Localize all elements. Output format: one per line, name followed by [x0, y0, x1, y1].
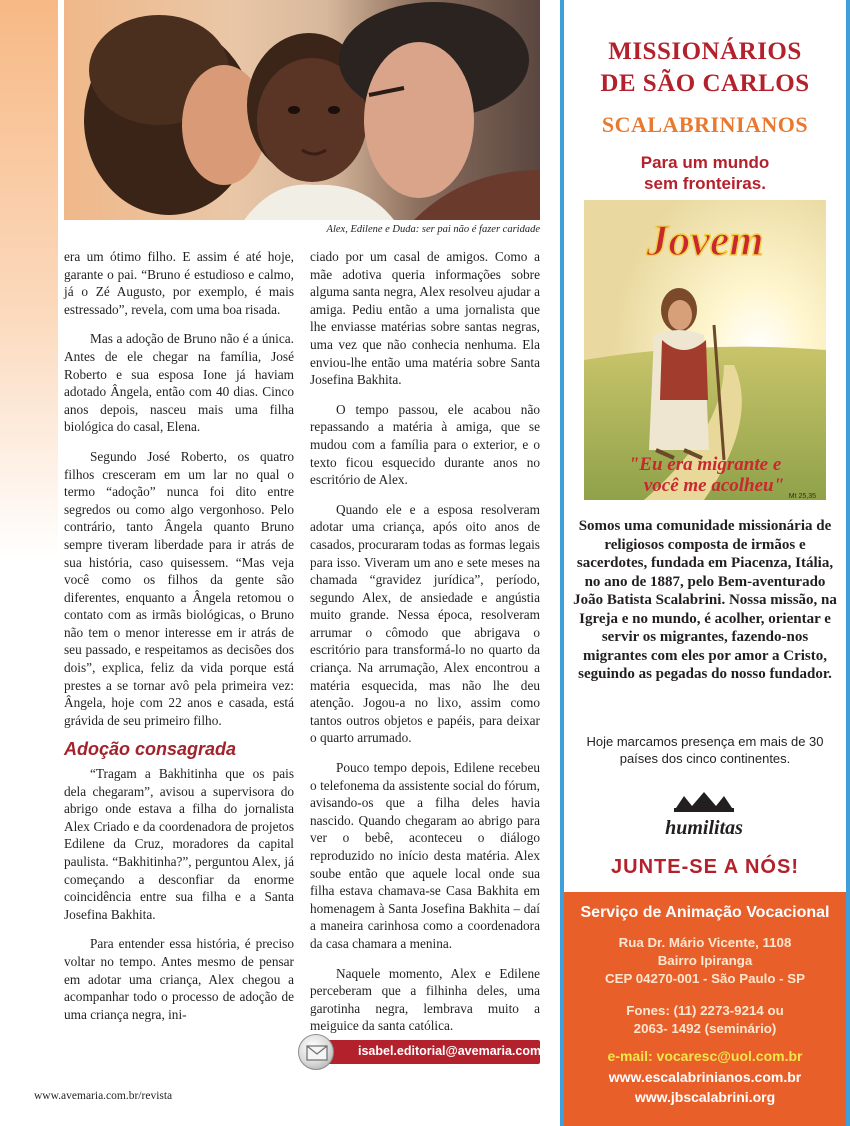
- website-link-1[interactable]: www.escalabrinianos.com.br: [608, 1069, 802, 1085]
- humilitas-logo: [654, 786, 754, 846]
- article-column-right: [310, 248, 540, 1047]
- paragraph: Pouco tempo depois, Edilene recebeu o telefonema da assistente social do fórum, avisando-os que a filha deles havia nascido. Quando chegaram ao abrigo para ver o bebê, aconteceu o diálogo reproduzido no início desta matéria. Alex soube então que aquele local onde sua filha estava chamava-se Casa Bakhita em homenagem à Santa Josefina Bakhita – daí a maneira carinhosa como a coordenadora da casa chamara a menina.: [310, 760, 540, 951]
- ad-slogan: [564, 152, 846, 194]
- paragraph: Mas a adoção de Bruno não é a única. Antes de ele chegar na família, José Roberto e sua esposa Ione já haviam adotado Ângela, então com 40 dias. Cinco anos depois, nasceu mais uma filha biológica do casal, Elena.: [64, 331, 294, 435]
- ad-title-line-2: DE SÃO CARLOS: [600, 70, 810, 97]
- poster-title: Jovem: [646, 216, 764, 265]
- poster-quote-line-1: "Eu era migrante e: [628, 454, 782, 475]
- join-us-heading: JUNTE-SE A NÓS!: [611, 856, 799, 878]
- phone-line-2: 2063- 1492 (seminário): [633, 1021, 777, 1036]
- address-line-3: CEP 04270-001 - São Paulo - SP: [604, 971, 806, 986]
- phones: [564, 1002, 846, 1038]
- contact-email-link[interactable]: e-mail: vocaresc@uol.com.br: [607, 1048, 803, 1064]
- footer-url[interactable]: www.avemaria.com.br/revista: [34, 1090, 173, 1102]
- ad-description: Somos uma comunidade missionária de religiosos composta de irmãos e sacerdotes, fundada em Piacenza, Itália, no ano de 1887, pelo Bem-aventurado João Batista Scalabrini. Nossa missão, na Igreja e no mundo, é acolher, orientar e servir os migrantes, fazendo-nos migrantes com eles por amor a Cristo, seguindo as pegadas do nosso fundador.: [573, 518, 837, 682]
- article-column-left: [64, 248, 294, 1035]
- paragraph: Quando ele e a esposa resolveram adotar uma criança, após oito anos de casados, procuraram todas as formas legais para isso. Viveram um ano e sete meses na chamada “gravidez jurídica”, período, segundo Alex, de ansiedade e angústia muito grande. Nessa época, resolveram arrumar o cômodo que abrigava o escritório para transformá-lo no quarto da criança. Na arrumação, Alex encontrou a matéria esquecida, mas não lhe deu atenção. Jogou-a no lixo, assim como tantos outros objetos e papéis, para deixar o quarto arrumado.: [310, 501, 540, 746]
- phone-line-1: Fones: (11) 2273-9214 ou: [626, 1003, 784, 1018]
- address-line-2: Bairro Ipiranga: [657, 953, 753, 968]
- address: [564, 934, 846, 988]
- jovem-poster: [584, 200, 826, 500]
- section-heading: Adoção consagrada: [64, 739, 237, 760]
- paragraph: ciado por um casal de amigos. Como a mãe adotiva queria informações sobre alguma santa negra, Alex resolveu ajudar a amiga. Pediu então a uma jornalista que lhe enviasse matérias sobre santas negras, uma vez que não conhecia nenhuma. Ela enviou-lhe então uma matéria sobre Santa Josefina Bakhita.: [310, 249, 540, 388]
- ad-presence: Hoje marcamos presença em mais de 30 países dos cinco continentes.: [586, 734, 824, 766]
- family-photo: [64, 0, 540, 220]
- ad-slogan-line-2: sem fronteiras.: [644, 174, 766, 193]
- paragraph: O tempo passou, ele acabou não repassando a matéria à amiga, que se mudou com a família para o exterior, e o texto ficou esquecido durante anos no escritório de Alex.: [310, 401, 540, 488]
- humilitas-logo-text: humilitas: [665, 817, 743, 839]
- poster-reference: Mt 25,35: [788, 493, 816, 500]
- website-link-2[interactable]: www.jbscalabrini.org: [634, 1089, 776, 1105]
- ad-panel: [564, 0, 846, 1126]
- author-email-link[interactable]: isabel.editorial@avemaria.com.br: [358, 1044, 558, 1058]
- address-line-1: Rua Dr. Mário Vicente, 1108: [618, 935, 792, 950]
- poster-quote-line-2: você me acolheu": [643, 475, 785, 496]
- paragraph: Naquele momento, Alex e Edilene perceberam que a filhinha deles, uma garotinha negra, lembrava muito a meiguice da santa católica.: [310, 965, 540, 1034]
- envelope-icon: [298, 1034, 334, 1070]
- photo-caption: Alex, Edilene e Duda: ser pai não é fazer caridade: [326, 224, 540, 235]
- paragraph: era um ótimo filho. E assim é até hoje, garante o pai. “Bruno é estudioso e calmo, já o Zé Augusto, por exemplo, é mais estressado”, revela, com uma boa risada.: [64, 249, 294, 317]
- advertisement: [560, 0, 850, 1126]
- ad-title-line-1: MISSIONÁRIOS: [608, 38, 802, 65]
- paragraph: Para entender essa história, é preciso voltar no tempo. Antes mesmo de pensar em adotar uma criança, Alex chegou a acompanhar todo o processo de adoção de uma criança negra, ini-: [64, 936, 294, 1022]
- ad-title-line-3: SCALABRINIANOS: [601, 112, 809, 137]
- left-gradient-strip: [0, 0, 58, 560]
- ad-slogan-line-1: Para um mundo: [640, 153, 770, 172]
- service-title: Serviço de Animação Vocacional: [580, 904, 830, 921]
- paragraph: “Tragam a Bakhitinha que os pais dela chegaram”, avisou a supervisora do abrigo onde estava a filha do jornalista Alex Criado e da coordenadora de projetos Edilene da Cruz, moradores da capital paulista. “Bakhitinha?”, perguntou Alex, já começando a desconfiar da enorme coincidência entre sua filha e a Santa Josefina Bakhita.: [64, 766, 294, 922]
- paragraph: Segundo José Roberto, os quatro filhos cresceram em um lar no qual o termo “adoção” nunca foi dito entre segredos ou como algo vergonhoso. Pelo contrário, tanto Ângela quanto Bruno sempre tiveram liberdade para ir atrás de sua história, caso quisessem. “Mas veja você como os filhos da gente são diferentes, enquanto a Ângela retomou o contato com as irmãs biológicas, o Bruno não tem o menor interesse em ir atrás de seu passado, e respeitamos as decisões dos dois”, explica, feliz da vida porque está prestes a se tornar avô pela primeira vez: Ângela, hoje com 22 anos e casada, está grávida de seu primeiro filho.: [64, 448, 294, 728]
